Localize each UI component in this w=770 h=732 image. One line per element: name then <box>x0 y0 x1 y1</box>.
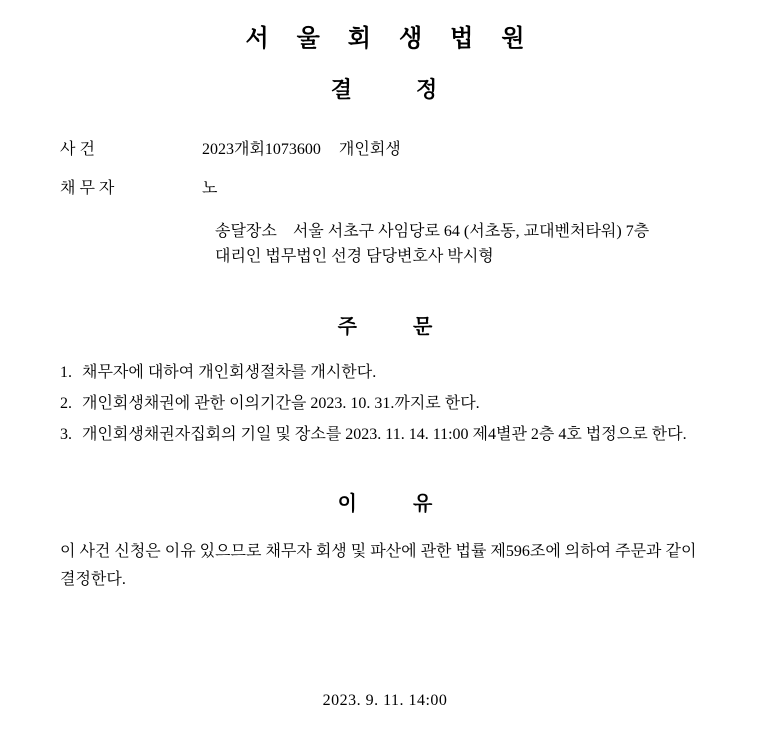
debtor-label: 채 무 자 <box>60 180 115 197</box>
list-item-text: 개인회생채권에 관한 이의기간을 2023. 10. 31.까지로 한다. <box>82 394 480 412</box>
reason-text: 이 사건 신청은 이유 있으므로 채무자 회생 및 파산에 관한 법률 제596조에 의하여 주문과 같이 결정한다. <box>60 542 697 588</box>
order-heading-right: 문 <box>413 315 433 338</box>
service-address-label: 송달장소 <box>215 223 277 240</box>
case-type: 개인회생 <box>338 141 401 158</box>
court-name-title: 서 울 회 생 법 원 <box>245 26 536 52</box>
case-fields <box>60 136 710 198</box>
debtor-row <box>60 175 710 198</box>
list-item-number: 3. <box>60 425 72 443</box>
service-address-block <box>215 220 710 270</box>
case-number-value <box>202 136 401 159</box>
list-item-number: 1. <box>60 363 72 381</box>
order-heading-left: 주 <box>337 315 357 338</box>
agent-line: 대리인 법무법인 선경 담당변호사 박시형 <box>215 247 494 265</box>
debtor-name: 노 <box>202 180 218 197</box>
reason-heading-right: 유 <box>413 492 433 515</box>
reason-heading-left: 이 <box>337 492 357 515</box>
list-item-number: 2. <box>60 394 72 412</box>
list-item <box>60 423 710 447</box>
case-number-label: 사 건 <box>60 141 95 158</box>
document-type-right: 정 <box>416 77 440 102</box>
document-type-heading <box>60 73 710 104</box>
case-number: 2023개회1073600 <box>202 141 321 158</box>
list-item <box>60 392 710 416</box>
document-type-left: 결 <box>330 77 354 102</box>
order-section-heading <box>60 310 710 339</box>
list-item-text: 채무자에 대하여 개인회생절차를 개시한다. <box>82 363 377 381</box>
reason-body <box>60 538 710 594</box>
list-item <box>60 361 710 385</box>
reason-section-heading <box>60 487 710 516</box>
list-item-text: 개인회생채권자집회의 기일 및 장소를 2023. 11. 14. 11:00 제4별관 2층 4호 법정으로 한다. <box>82 425 687 443</box>
case-number-row <box>60 136 710 159</box>
service-address-value: 서울 서초구 사임당로 64 (서초동, 교대벤처타워) 7층 <box>292 223 650 240</box>
service-address-line <box>215 220 710 245</box>
decision-datetime: 2023. 9. 11. 14:00 <box>322 692 448 709</box>
order-list <box>60 361 710 447</box>
